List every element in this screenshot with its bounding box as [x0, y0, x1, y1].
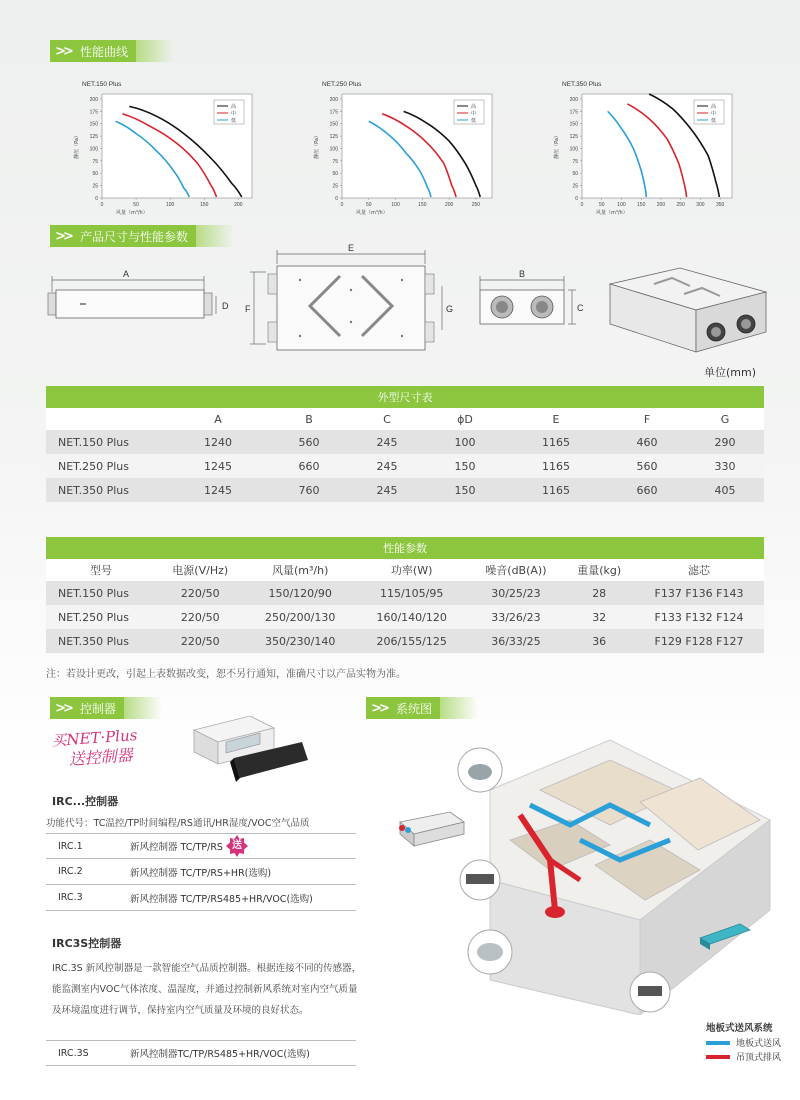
table-header-cell: [46, 408, 166, 430]
y-tick-label: 175: [329, 109, 338, 116]
y-tick-label: 50: [332, 171, 338, 178]
table-cell: 206/155/125: [356, 629, 467, 653]
controller-desc: 新风控制器 TC/TP/RS485+HR/VOC(选购): [130, 893, 313, 905]
y-tick-label: 75: [92, 158, 98, 165]
table-cell: 115/105/95: [356, 581, 467, 605]
table-cell: 150: [426, 454, 504, 478]
table-header-cell: 风量(m³/h): [244, 559, 355, 581]
legend-swatch-blue: [706, 1041, 730, 1045]
section-tail: [136, 40, 174, 62]
y-tick-label: 75: [572, 158, 578, 165]
dimension-table: [46, 386, 764, 502]
legend-item: [706, 1036, 781, 1049]
x-tick-label: 200: [234, 202, 243, 208]
y-tick-label: 125: [89, 134, 98, 141]
irc3s-title: IRC3S控制器: [52, 937, 122, 950]
x-tick-label: 0: [580, 202, 584, 208]
x-tick-label: 100: [617, 202, 626, 208]
promo-text: [51, 725, 140, 771]
disclaimer-note: 注：若设计更改，引起上表数据改变，恕不另行通知，准确尺寸以产品实物为准。: [46, 669, 406, 680]
controller-desc: 新风控制器 TC/TP/RS: [130, 842, 223, 853]
top-view-drawing: [245, 243, 453, 350]
table-cell: NET.250 Plus: [46, 454, 166, 478]
section-title: 系统图: [392, 697, 440, 719]
section-title: 控制器: [76, 697, 124, 719]
dim-label-e: E: [347, 243, 355, 253]
x-tick-label: 50: [598, 202, 605, 208]
table-cell: 36: [564, 629, 634, 653]
y-tick-label: 100: [329, 146, 338, 153]
y-tick-label: 150: [329, 121, 338, 128]
table-cell: 150/120/90: [244, 581, 355, 605]
controller-code: IRC.1: [58, 840, 83, 852]
x-axis-label: 风量（m³/h）: [116, 210, 148, 216]
y-tick-label: 0: [95, 196, 98, 202]
table-header-cell: C: [348, 408, 426, 430]
table-cell: 220/50: [156, 581, 244, 605]
unit-label: 单位(mm): [704, 366, 757, 379]
chart-title: NET.150 Plus: [82, 81, 122, 88]
legend-text: 高: [711, 104, 717, 110]
x-tick-label: 0: [100, 202, 104, 208]
curve-chart-net250: [310, 76, 500, 216]
y-axis-label: 静压（Pa）: [314, 133, 320, 159]
dim-label-d: D: [222, 301, 229, 311]
x-tick-label: 50: [366, 202, 372, 208]
table-cell: 245: [348, 430, 426, 454]
y-tick-label: 50: [92, 171, 98, 178]
curve-chart-svg: [70, 76, 260, 216]
table-cell: 660: [608, 478, 686, 502]
x-tick-label: 150: [418, 202, 427, 208]
irc-title: IRC...控制器: [52, 795, 119, 808]
table-cell: 150: [426, 478, 504, 502]
table-cell: 250/200/130: [244, 605, 355, 629]
table-cell: 1240: [166, 430, 270, 454]
y-tick-label: 0: [575, 196, 578, 202]
y-tick-label: 150: [569, 121, 578, 128]
table-header-cell: E: [504, 408, 608, 430]
table-cell: 405: [686, 478, 764, 502]
x-tick-label: 100: [166, 202, 175, 208]
table-cell: F129 F128 F127: [634, 629, 764, 653]
dim-label-c: C: [577, 303, 584, 313]
table-header-cell: 滤芯: [634, 559, 764, 581]
table-cell: 160/140/120: [356, 605, 467, 629]
curve-chart-net150: [70, 76, 260, 216]
dimension-table-title: 外型尺寸表: [46, 386, 764, 408]
table-cell: 290: [686, 430, 764, 454]
controller-desc: 新风控制器 TC/TP/RS+HR(选购): [130, 867, 272, 879]
x-axis-label: 风量（m³/h）: [596, 210, 628, 216]
y-tick-label: 100: [89, 146, 98, 153]
dim-label-f: F: [245, 304, 251, 314]
double-chevron-icon: >>: [366, 697, 392, 719]
table-cell: 245: [348, 478, 426, 502]
table-header-cell: ϕD: [426, 408, 504, 430]
table-cell: NET.250 Plus: [46, 605, 156, 629]
dim-label-a: A: [122, 269, 130, 279]
legend-swatch-red: [706, 1055, 730, 1059]
x-tick-label: 200: [656, 202, 666, 208]
table-cell: 350/230/140: [244, 629, 355, 653]
table-cell: 220/50: [156, 605, 244, 629]
controller-code: IRC.3S: [58, 1047, 89, 1059]
y-tick-label: 125: [329, 134, 338, 141]
table-cell: 660: [270, 454, 348, 478]
table-row: [46, 430, 764, 454]
y-tick-label: 200: [569, 96, 578, 103]
curve-chart-net350: [550, 76, 740, 216]
table-row: [46, 454, 764, 478]
irc3s-description: IRC.3S 新风控制器是一款智能空气品质控制器。根据连接不同的传感器，能监测室内VOC气体浓度、温湿度，并通过控制新风系统对室内空气质量及环境温度进行调节，保持室内空气质量及环境的良好状态。: [52, 963, 362, 1016]
table-cell: 1165: [504, 478, 608, 502]
y-tick-label: 175: [89, 109, 98, 116]
y-tick-label: 75: [332, 158, 338, 165]
gift-badge-text: 送: [231, 840, 242, 851]
y-axis-label: 静压（Pa）: [74, 133, 80, 159]
legend-text: 低: [471, 118, 477, 124]
table-cell: 33/26/23: [467, 605, 564, 629]
legend-text: 中: [471, 111, 477, 117]
promo-line-2: 送控制器: [68, 745, 134, 769]
legend-label: 地板式送风: [736, 1039, 782, 1049]
table-header-cell: 功率(W): [356, 559, 467, 581]
y-tick-label: 25: [92, 183, 98, 190]
section-header-controller: [50, 697, 162, 719]
x-tick-label: 350: [715, 202, 725, 208]
table-cell: 100: [426, 430, 504, 454]
legend-label: 吊顶式排风: [736, 1053, 782, 1063]
table-cell: NET.350 Plus: [46, 629, 156, 653]
performance-table: [46, 537, 764, 653]
table-header-cell: 噪音(dB(A)): [467, 559, 564, 581]
x-tick-label: 0: [340, 202, 344, 208]
controller-row: [46, 1040, 356, 1066]
legend-item: [706, 1050, 781, 1063]
table-cell: NET.150 Plus: [46, 581, 156, 605]
promo-line-1: 买NET·Plus: [50, 726, 138, 751]
controller-row: [46, 833, 356, 859]
table-row: [46, 581, 764, 605]
section-tail: [124, 697, 162, 719]
controller-device-image: [190, 712, 310, 784]
table-cell: 460: [608, 430, 686, 454]
table-cell: NET.150 Plus: [46, 430, 166, 454]
gift-badge-icon: [226, 835, 248, 857]
table-cell: 30/25/23: [467, 581, 564, 605]
table-cell: 760: [270, 478, 348, 502]
table-cell: 1165: [504, 430, 608, 454]
isometric-unit-drawing: [610, 268, 766, 352]
curve-chart-svg: [550, 76, 740, 216]
table-cell: 560: [608, 454, 686, 478]
table-header-cell: 电源(V/Hz): [156, 559, 244, 581]
legend-text: 中: [711, 111, 717, 117]
table-row: [46, 605, 764, 629]
system-diagram-image: [380, 730, 780, 1015]
table-header-cell: 型号: [46, 559, 156, 581]
controller-code: IRC.3: [58, 892, 83, 903]
table-cell: 36/33/25: [467, 629, 564, 653]
double-chevron-icon: >>: [50, 225, 76, 247]
dimension-drawings: [40, 240, 770, 360]
table-header-cell: G: [686, 408, 764, 430]
legend-text: 低: [231, 118, 237, 124]
x-tick-label: 100: [391, 202, 400, 208]
section-title: 产品尺寸与性能参数: [76, 225, 196, 247]
y-tick-label: 125: [569, 134, 578, 141]
y-tick-label: 25: [572, 183, 578, 190]
table-cell: 330: [686, 454, 764, 478]
table-header-cell: F: [608, 408, 686, 430]
table-header-cell: B: [270, 408, 348, 430]
table-row: [46, 478, 764, 502]
table-cell: NET.350 Plus: [46, 478, 166, 502]
legend-text: 低: [711, 118, 717, 124]
x-tick-label: 200: [444, 202, 454, 208]
table-cell: 1245: [166, 478, 270, 502]
table-cell: F137 F136 F143: [634, 581, 764, 605]
y-tick-label: 200: [89, 96, 98, 103]
controller-row: [46, 885, 356, 911]
curve-chart-svg: [310, 76, 500, 216]
section-title: 性能曲线: [76, 40, 136, 62]
x-tick-label: 150: [200, 202, 209, 208]
table-cell: 245: [348, 454, 426, 478]
table-cell: 1245: [166, 454, 270, 478]
dim-label-b: B: [518, 269, 526, 279]
legend-text: 高: [471, 104, 477, 110]
y-tick-label: 0: [335, 196, 338, 202]
table-cell: 28: [564, 581, 634, 605]
x-axis-label: 风量（m³/h）: [356, 210, 388, 216]
performance-table-title: 性能参数: [46, 537, 764, 559]
legend-text: 中: [231, 111, 237, 117]
chart-title: NET.250 Plus: [322, 81, 362, 88]
table-cell: 32: [564, 605, 634, 629]
y-tick-label: 100: [569, 146, 578, 153]
y-tick-label: 200: [329, 96, 338, 103]
table-cell: 560: [270, 430, 348, 454]
table-cell: 1165: [504, 454, 608, 478]
y-axis-label: 静压（Pa）: [554, 133, 560, 159]
table-header-cell: 重量(kg): [564, 559, 634, 581]
side-view-drawing: [48, 269, 229, 318]
table-cell: 220/50: [156, 629, 244, 653]
legend-title: 地板式送风系统: [706, 1023, 773, 1034]
y-tick-label: 50: [572, 171, 578, 178]
table-row: [46, 629, 764, 653]
controller-row: [46, 859, 356, 885]
table-header-cell: A: [166, 408, 270, 430]
front-view-drawing: [480, 269, 584, 324]
double-chevron-icon: >>: [50, 40, 76, 62]
double-chevron-icon: >>: [50, 697, 76, 719]
y-tick-label: 25: [332, 183, 338, 190]
table-cell: F133 F132 F124: [634, 605, 764, 629]
y-tick-label: 175: [569, 109, 578, 116]
controller-desc: 新风控制器TC/TP/RS485+HR/VOC(选购): [130, 1049, 310, 1060]
x-tick-label: 50: [133, 202, 139, 208]
irc-function-codes: 功能代号：TC温控/TP时间编程/RS通讯/HR湿度/VOC空气品质: [46, 818, 310, 829]
chart-title: NET.350 Plus: [562, 81, 602, 88]
legend-text: 高: [231, 104, 237, 110]
x-tick-label: 250: [676, 202, 685, 208]
section-tail: [440, 697, 478, 719]
x-tick-label: 300: [696, 202, 705, 208]
y-tick-label: 150: [89, 121, 98, 128]
dim-label-g: G: [446, 304, 454, 314]
section-header-system: [366, 697, 478, 719]
x-tick-label: 150: [637, 202, 646, 208]
x-tick-label: 250: [471, 202, 481, 208]
controller-code: IRC.2: [58, 866, 83, 877]
section-header-curves: [50, 40, 174, 62]
